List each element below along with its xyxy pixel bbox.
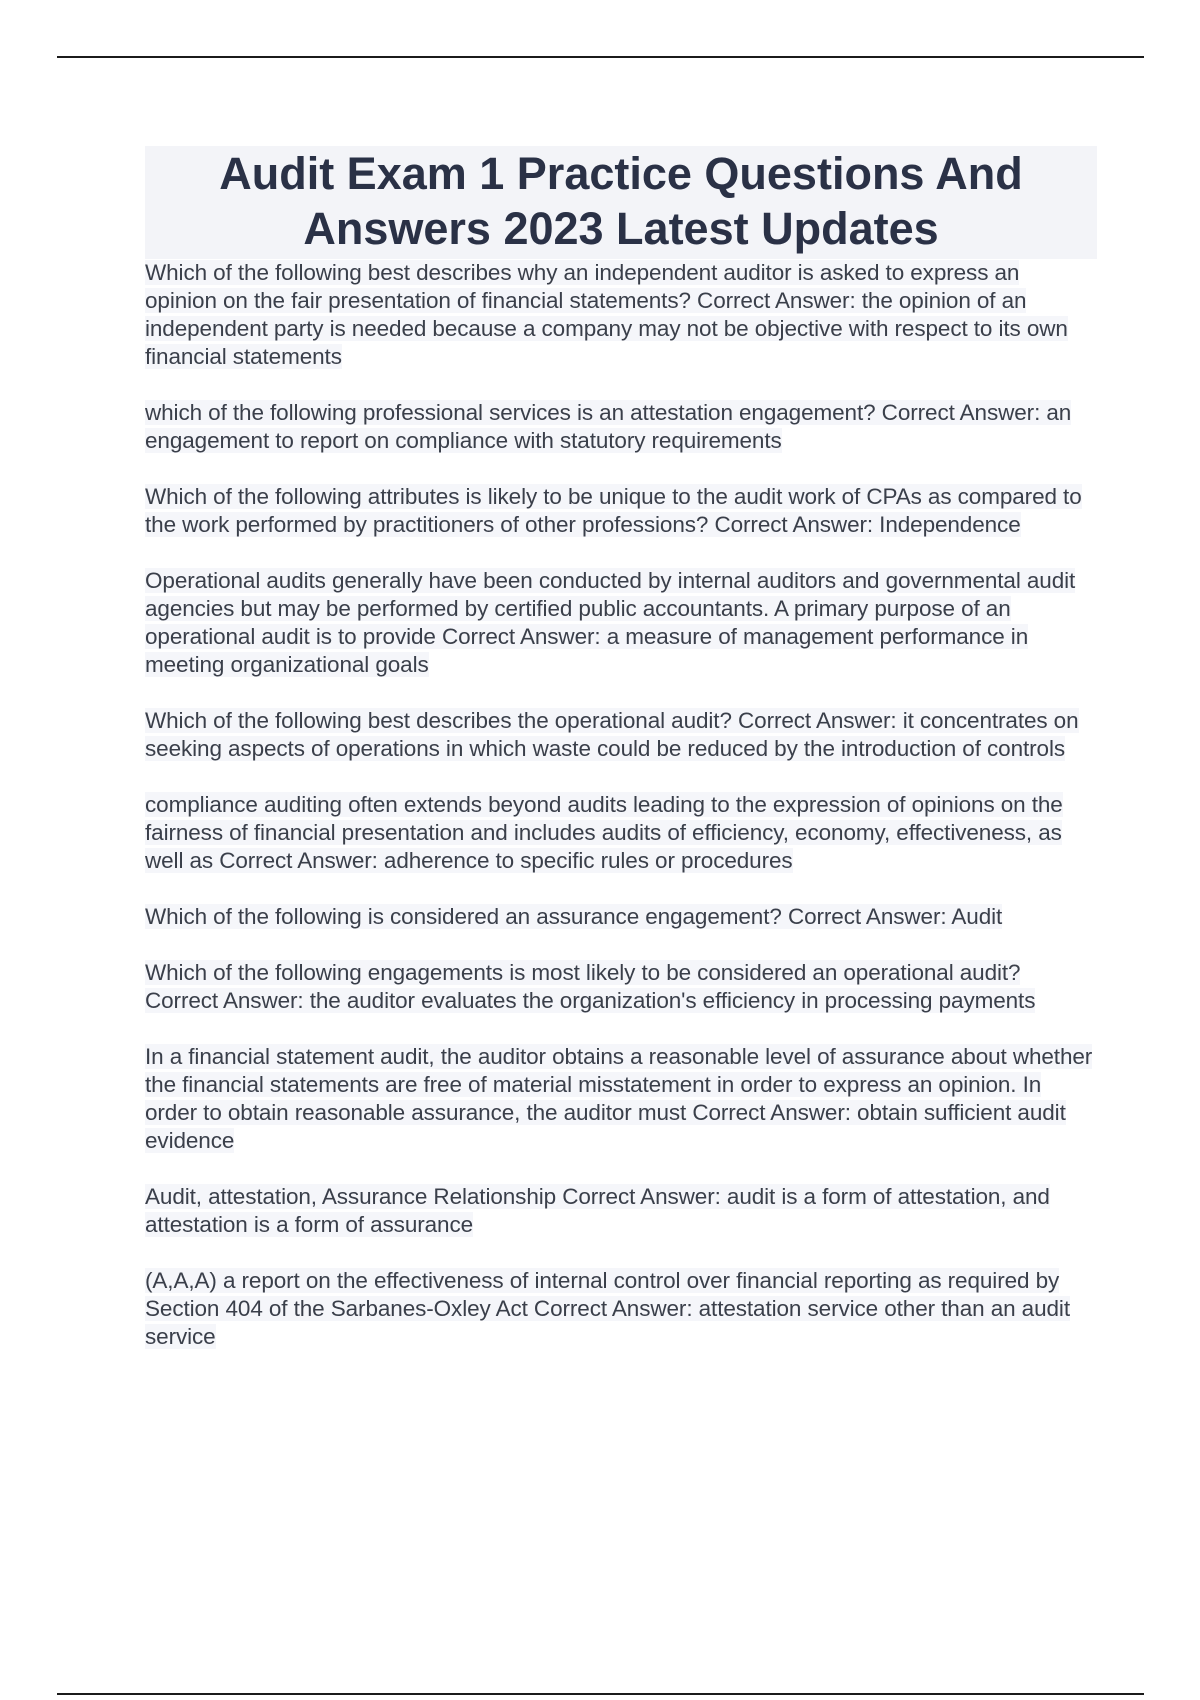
qa-entry [145,399,1097,455]
qa-list [145,259,1097,1351]
qa-entry [145,259,1097,371]
qa-entry [145,483,1097,539]
qa-entry-text: Operational audits generally have been conducted by internal auditors and governmental audit agencies but may be performed by certified public accountants. A primary purpose of an operational audit is to provide Correct Answer: a measure of management performance in meeting organizational goals [145,568,1076,677]
qa-entry [145,959,1097,1015]
top-rule [57,56,1144,58]
qa-entry-text: Which of the following best describes the operational audit? Correct Answer: it concentrates on seeking aspects of operations in which waste could be reduced by the introduction of controls [145,708,1079,761]
qa-entry-text: Which of the following is considered an assurance engagement? Correct Answer: Audit [145,904,1003,929]
qa-entry [145,1043,1097,1155]
qa-entry-text: Which of the following best describes why an independent auditor is asked to express an opinion on the fair presentation of financial statements? Correct Answer: the opinion of an independent party is needed because a company may not be objective with respect to its own financial statements [145,260,1068,369]
document-body [145,146,1097,1379]
qa-entry-text: Audit, attestation, Assurance Relationship Correct Answer: audit is a form of attestation, and attestation is a form of assurance [145,1184,1050,1237]
qa-entry [145,1183,1097,1239]
document-title: Audit Exam 1 Practice Questions And Answers 2023 Latest Updates [145,146,1097,259]
qa-entry-text: Which of the following attributes is likely to be unique to the audit work of CPAs as compared to the work performed by practitioners of other professions? Correct Answer: Independence [145,484,1082,537]
qa-entry [145,903,1097,931]
qa-entry-text: In a financial statement audit, the auditor obtains a reasonable level of assurance about whether the financial statements are free of material misstatement in order to express an opinion. In order to obtain reasonable assurance, the auditor must Correct Answer: obtain sufficient audit evidence [145,1044,1093,1153]
qa-entry [145,1267,1097,1351]
qa-entry [145,791,1097,875]
bottom-rule [57,1693,1144,1695]
qa-entry-text: which of the following professional services is an attestation engagement? Correct Answer: an engagement to report on compliance with statutory requirements [145,400,1072,453]
qa-entry [145,707,1097,763]
qa-entry [145,567,1097,679]
qa-entry-text: Which of the following engagements is most likely to be considered an operational audit? Correct Answer: the auditor evaluates the organization's efficiency in processing payments [145,960,1036,1013]
qa-entry-text: compliance auditing often extends beyond audits leading to the expression of opinions on the fairness of financial presentation and includes audits of efficiency, economy, effectiveness, as well as Correct Answer: adherence to specific rules or procedures [145,792,1063,873]
qa-entry-text: (A,A,A) a report on the effectiveness of internal control over financial reporting as required by Section 404 of the Sarbanes-Oxley Act Correct Answer: attestation service other than an audit service [145,1268,1070,1349]
